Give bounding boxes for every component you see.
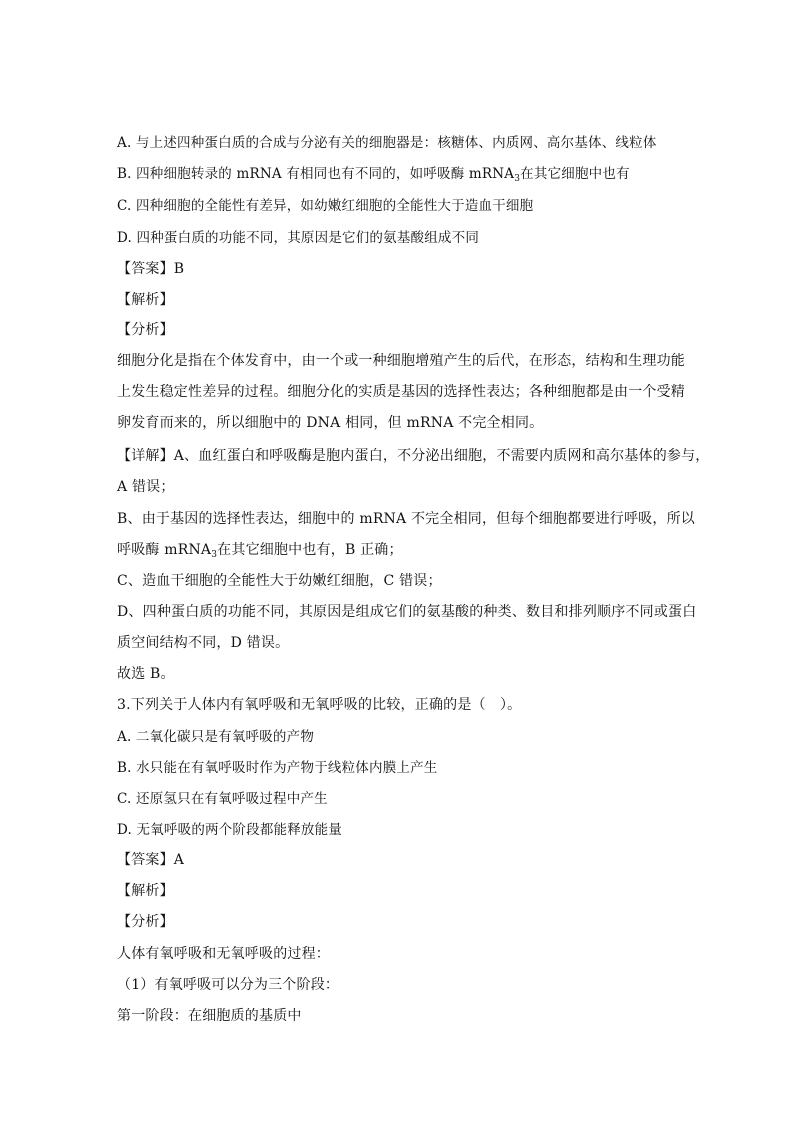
q3-answer: 【答案】A: [117, 852, 185, 868]
q3-analysis-line: （1）有氧呼吸可以分为三个阶段：: [117, 977, 340, 993]
q3-option-a: A. 二氧化碳只是有氧呼吸的产物: [117, 729, 315, 745]
q2-jiexi-heading: 【解析】: [117, 292, 174, 308]
q2-conclusion: 故选 B。: [117, 666, 175, 682]
q2-fenxi-heading: 【分析】: [117, 322, 174, 338]
q3-fenxi-heading: 【分析】: [117, 914, 174, 930]
q2-option-c: C. 四种细胞的全能性有差异，如幼嫩红细胞的全能性大于造血干细胞: [117, 198, 534, 214]
q2-detail-line: A 错误；: [117, 479, 175, 495]
q2-detail-line: D、四种蛋白质的功能不同，其原因是组成它们的氨基酸的种类、数目和排列顺序不同或蛋白: [117, 604, 697, 620]
q3-option-b: B. 水只能在有氧呼吸时作为产物于线粒体内膜上产生: [117, 760, 438, 776]
subscript: 3: [514, 174, 521, 184]
q2-analysis-line: 细胞分化是指在个体发育中，由一个或一种细胞增殖产生的后代，在形态，结构和生理功能: [117, 353, 685, 369]
q2-detail-line: B、由于基因的选择性表达，细胞中的 mRNA 不完全相同，但每个细胞都要进行呼吸，所以: [117, 511, 695, 527]
q2-detail-line: 质空间结构不同，D 错误。: [117, 635, 290, 651]
subscript: 3: [211, 550, 218, 560]
q2-analysis-line: 卵发育而来的，所以细胞中的 DNA 相同，但 mRNA 不完全相同。: [117, 415, 544, 431]
q2-option-d: D. 四种蛋白质的功能不同，其原因是它们的氨基酸组成不同: [117, 230, 480, 246]
q2-option-b-text: B. 四种细胞转录的 mRNA 有相同也有不同的，如呼吸酶 mRNA: [117, 166, 515, 182]
q2-detail-line: C、造血干细胞的全能性大于幼嫩红细胞，C 错误；: [117, 573, 442, 589]
q2-detail-line: [117, 540, 403, 565]
q3-analysis-line: 第一阶段：在细胞质的基质中: [117, 1008, 302, 1024]
q2-detail-line: 【详解】A、血红蛋白和呼吸酶是胞内蛋白，不分泌出细胞，不需要内质网和高尔基体的参与，: [117, 448, 710, 464]
detail-text: 呼吸酶 mRNA: [117, 542, 212, 558]
q2-option-b: [117, 164, 630, 189]
q3-option-d: D. 无氧呼吸的两个阶段都能释放能量: [117, 822, 343, 838]
q2-option-a: A. 与上述四种蛋白质的合成与分泌有关的细胞器是：核糖体、内质网、高尔基体、线粒体: [117, 135, 657, 151]
q3-option-c: C. 还原氢只在有氧呼吸过程中产生: [117, 791, 328, 807]
q3-analysis-line: 人体有氧呼吸和无氧呼吸的过程：: [117, 946, 330, 962]
detail-tail: 在其它细胞中也有，B 正确；: [217, 542, 403, 558]
q2-option-b-tail: 在其它细胞中也有: [520, 166, 630, 182]
q2-answer: 【答案】B: [117, 261, 185, 277]
q2-analysis-line: 上发生稳定性差异的过程。细胞分化的实质是基因的选择性表达；各种细胞都是由一个受精: [117, 384, 685, 400]
q3-stem: 3.下列关于人体内有氧呼吸和无氧呼吸的比较，正确的是（ ）。: [117, 697, 522, 713]
q3-jiexi-heading: 【解析】: [117, 883, 174, 899]
